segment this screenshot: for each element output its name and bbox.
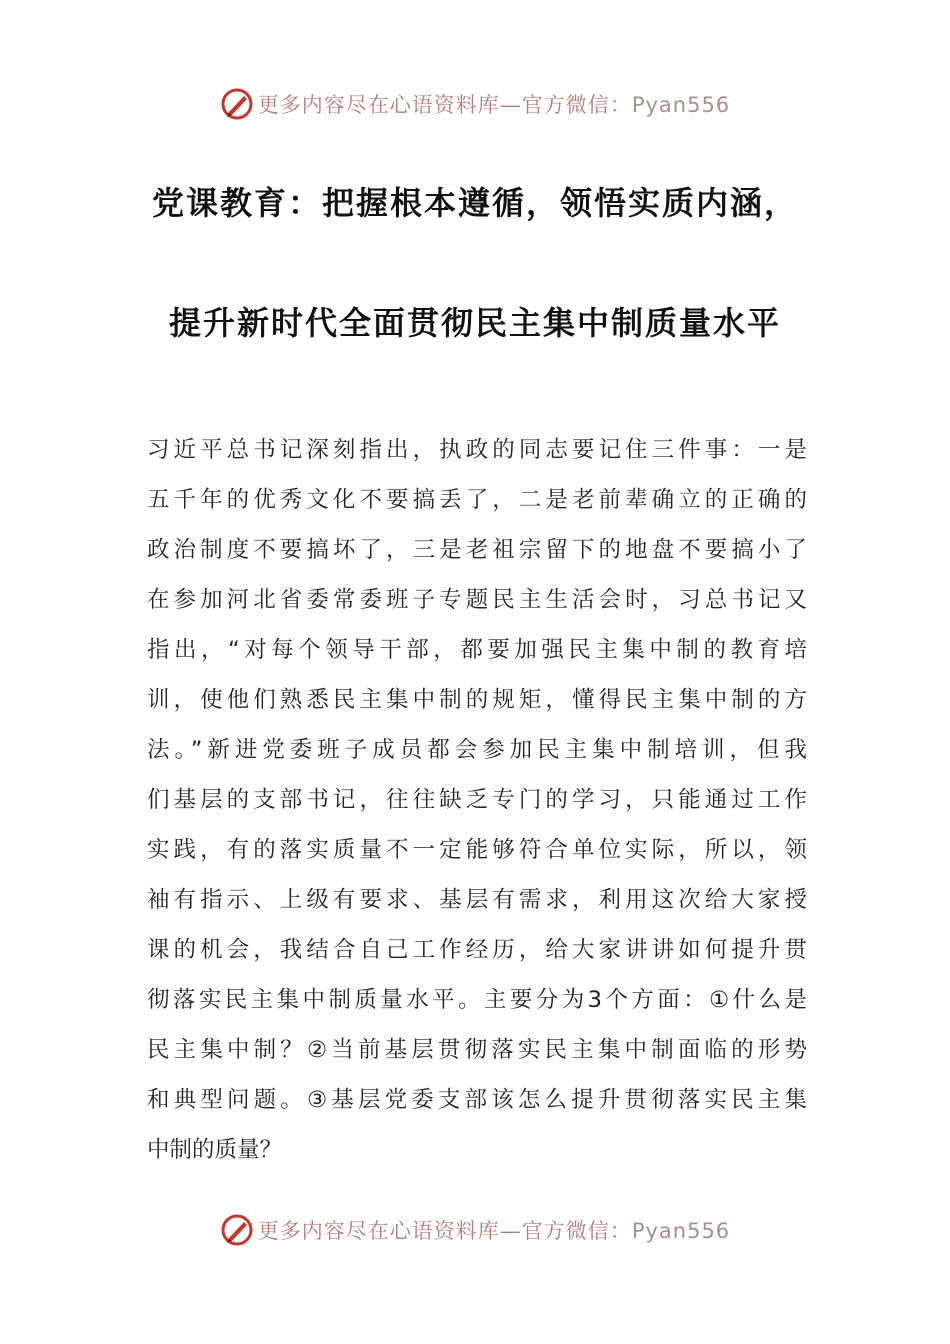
body-line: 们基层的支部书记，往往缺乏专门的学习，只能通过工作	[147, 787, 807, 813]
body-line: 袖有指示、上级有要求、基层有需求，利用这次给大家授	[147, 887, 807, 913]
watermark-banner-bottom	[0, 1208, 950, 1252]
body-line: 和典型问题。③基层党委支部该怎么提升贯彻落实民主集	[147, 1087, 807, 1113]
watermark-text: 更多内容尽在心语资料库—官方微信：Pyan556	[257, 1219, 731, 1243]
watermark-text: 更多内容尽在心语资料库—官方微信：Pyan556	[257, 93, 731, 117]
body-line: 五千年的优秀文化不要搞丢了，二是老前辈确立的正确的	[147, 487, 807, 513]
body-line: 课的机会，我结合自己工作经历，给大家讲讲如何提升贯	[147, 937, 807, 963]
body-line: 彻落实民主集中制质量水平。主要分为3个方面：①什么是	[147, 987, 807, 1013]
document-title-line-2: 提升新时代全面贯彻民主集中制质量水平	[168, 304, 781, 342]
pen-logo-icon	[220, 1213, 254, 1247]
body-line: 指出，“对每个领导干部，都要加强民主集中制的教育培	[147, 637, 807, 663]
body-line: 习近平总书记深刻指出，执政的同志要记住三件事：一是	[147, 437, 807, 463]
body-line: 政治制度不要搞坏了，三是老祖宗留下的地盘不要搞小了	[147, 537, 807, 563]
body-line: 民主集中制？②当前基层贯彻落实民主集中制面临的形势	[147, 1037, 807, 1063]
pen-logo-icon	[220, 87, 254, 121]
body-line: 法。”新进党委班子成员都会参加民主集中制培训，但我	[147, 737, 807, 763]
body-line: 在参加河北省委常委班子专题民主生活会时，习总书记又	[147, 587, 807, 613]
body-line: 实践，有的落实质量不一定能够符合单位实际，所以，领	[147, 837, 807, 863]
document-title-line-1: 党课教育：把握根本遵循，领悟实质内涵，	[151, 184, 798, 222]
body-line: 中制的质量？	[147, 1137, 283, 1163]
document-body	[147, 425, 807, 1175]
body-line: 训，使他们熟悉民主集中制的规矩，懂得民主集中制的方	[147, 687, 807, 713]
watermark-banner-top	[0, 82, 950, 126]
